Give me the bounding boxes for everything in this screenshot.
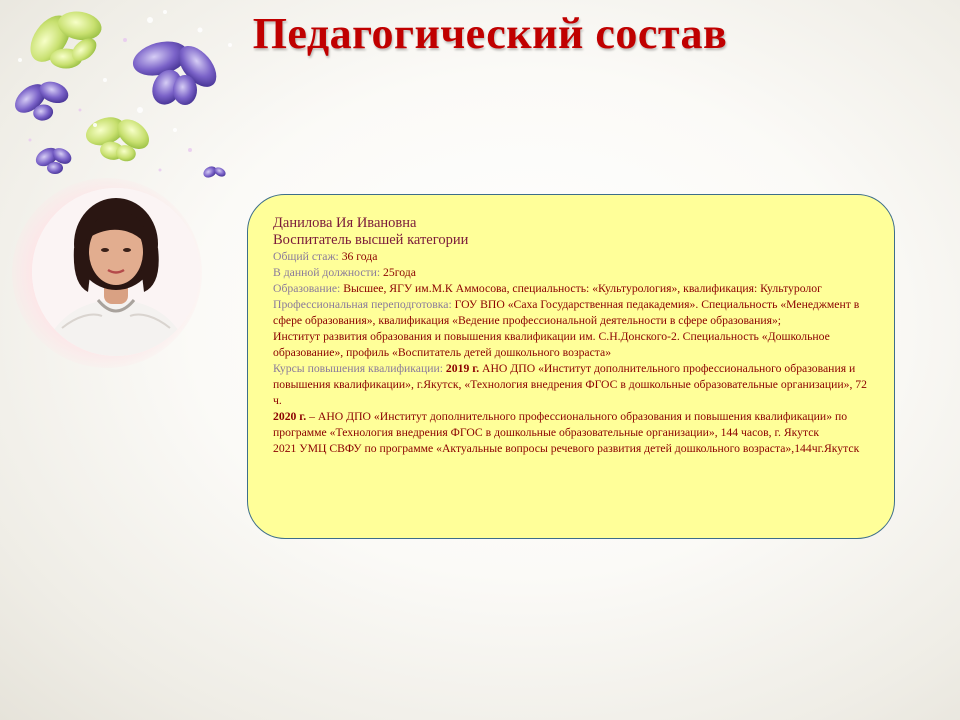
tenure-line: [273, 265, 868, 281]
education-value: Высшее, ЯГУ им.М.К Аммосова, специальность: «Культурология», квалификация: Культуролог: [343, 282, 822, 295]
retraining-line: [273, 297, 868, 329]
course-2-text: – АНО ДПО «Институт дополнительного профессионального образования и повышения квалификации» по программе «Технология внедрения ФГОС в дошкольные образовательные организации», 144 часов, г. Якутск: [273, 410, 848, 439]
education-label: Образование:: [273, 282, 341, 295]
course-1-year: 2019 г.: [445, 362, 480, 375]
teacher-name: Данилова Ия Ивановна: [273, 215, 417, 231]
portrait-illustration: [32, 188, 200, 356]
courses-label: Курсы повышения квалификации:: [273, 362, 443, 375]
teacher-position: Воспитатель высшей категории: [273, 232, 469, 248]
teacher-info-card: [247, 194, 895, 539]
courses-line-2: [273, 409, 868, 441]
education-line: [273, 281, 868, 297]
retraining-label: Профессиональная переподготовка:: [273, 298, 452, 311]
retraining-value-1: ГОУ ВПО «Саха Государственная педакадемия». Специальность «Менеджмент в сфере образования», квалификация «Ведение профессиональной деятельности в сфере образования»;: [273, 298, 860, 327]
course-2-year: 2020 г.: [273, 410, 307, 423]
experience-label: Общий стаж:: [273, 250, 339, 263]
course-1-text: АНО ДПО «Институт дополнительного профессионального образования и повышения квалификации», г.Якутск, «Технология внедрения ФГОС в дошкольные образовательные организации», 72 ч.: [273, 362, 867, 407]
courses-line-3: 2021 УМЦ СВФУ по программе «Актуальные вопросы речевого развития детей дошкольного возраста»,144чг.Якутск: [273, 442, 860, 455]
experience-value: 36 года: [341, 250, 378, 263]
tenure-value: 25года: [383, 266, 416, 279]
tenure-label: В данной должности:: [273, 266, 381, 279]
slide-title: Педагогический состав: [252, 9, 728, 58]
retraining-line-2: Институт развития образования и повышения квалификации им. С.Н.Донского-2. Специальность «Дошкольное образование», профиль «Воспитатель детей дошкольного возраста»: [273, 330, 830, 359]
teacher-photo: [32, 188, 200, 356]
courses-line-1: [273, 361, 868, 409]
experience-line: [273, 249, 868, 265]
